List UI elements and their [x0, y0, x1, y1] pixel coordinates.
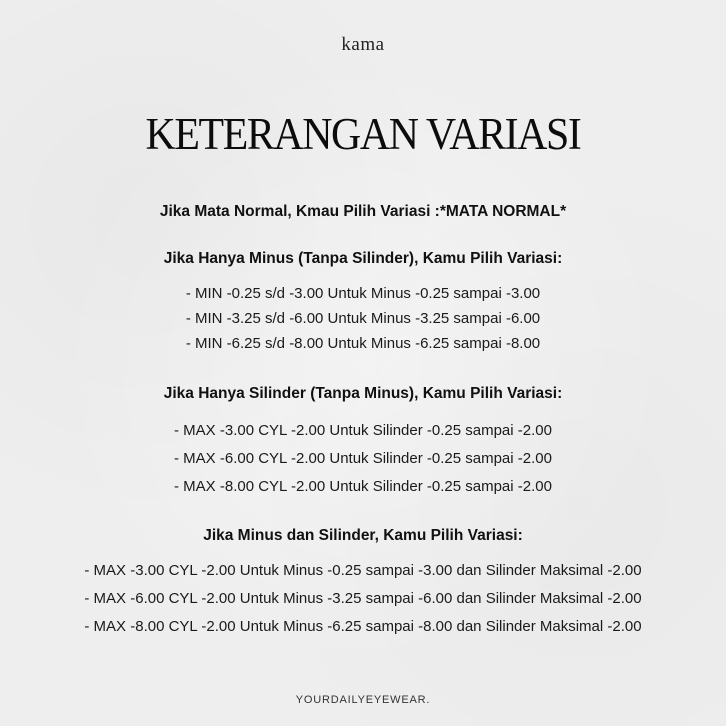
page-title: KETERANGAN VARIASI — [145, 109, 581, 159]
brand-logo: kama — [341, 34, 385, 55]
section-combo-line: - MAX -6.00 CYL -2.00 Untuk Minus -3.25 sampai -6.00 dan Silinder Maksimal -2.00 — [84, 590, 642, 607]
footer-brand: YOURDAILYEYEWEAR. — [295, 694, 431, 706]
section-combo-line: - MAX -3.00 CYL -2.00 Untuk Minus -0.25 sampai -3.00 dan Silinder Maksimal -2.00 — [84, 562, 642, 579]
intro-heading: Jika Mata Normal, Kmau Pilih Variasi :*MATA NORMAL* — [159, 203, 567, 220]
section-minus-heading: Jika Hanya Minus (Tanpa Silinder), Kamu Pilih Variasi: — [163, 250, 563, 267]
section-minus-line: - MIN -6.25 s/d -8.00 Untuk Minus -6.25 sampai -8.00 — [185, 335, 541, 352]
section-minus-line: - MIN -3.25 s/d -6.00 Untuk Minus -3.25 sampai -6.00 — [185, 310, 541, 327]
section-cyl-line: - MAX -6.00 CYL -2.00 Untuk Silinder -0.25 sampai -2.00 — [174, 450, 552, 467]
section-combo-line: - MAX -8.00 CYL -2.00 Untuk Minus -6.25 sampai -8.00 dan Silinder Maksimal -2.00 — [84, 618, 642, 635]
section-cyl-line: - MAX -3.00 CYL -2.00 Untuk Silinder -0.25 sampai -2.00 — [174, 422, 552, 439]
section-cyl-heading: Jika Hanya Silinder (Tanpa Minus), Kamu Pilih Variasi: — [163, 385, 563, 402]
section-cyl-line: - MAX -8.00 CYL -2.00 Untuk Silinder -0.25 sampai -2.00 — [174, 478, 552, 495]
section-minus-line: - MIN -0.25 s/d -3.00 Untuk Minus -0.25 sampai -3.00 — [185, 285, 541, 302]
section-combo-heading: Jika Minus dan Silinder, Kamu Pilih Variasi: — [203, 527, 523, 544]
